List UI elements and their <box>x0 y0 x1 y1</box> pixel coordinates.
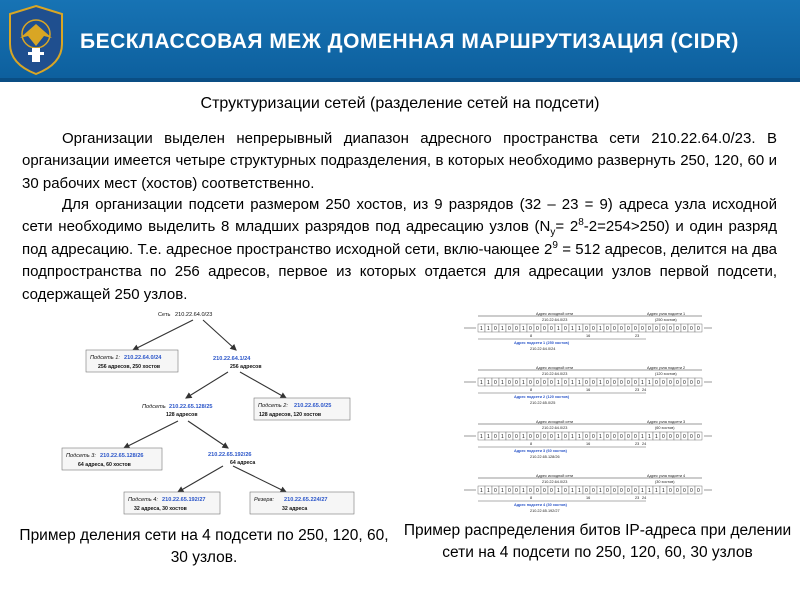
bit-value: 0 <box>585 380 588 386</box>
bit-value: 0 <box>564 326 567 332</box>
bit-value: 0 <box>536 488 539 494</box>
bit-value: 0 <box>592 380 595 386</box>
bit-value: 0 <box>662 380 665 386</box>
bit-diagram-3 <box>464 420 712 459</box>
bit-value: 0 <box>543 326 546 332</box>
bit-value: 1 <box>557 488 560 494</box>
bit-value: 0 <box>606 434 609 440</box>
bit-value: 1 <box>578 380 581 386</box>
bit-value: 0 <box>529 434 532 440</box>
subnet-branch2-label: Подсеть <box>142 404 166 410</box>
bit-value: 0 <box>508 488 511 494</box>
bit-value: 0 <box>536 380 539 386</box>
net-value: 210.22.64.0/23 <box>542 372 568 376</box>
tree-node-subnet1 <box>86 350 178 372</box>
bit-value: 0 <box>648 326 651 332</box>
bit-value: 1 <box>522 326 525 332</box>
header-bar <box>0 0 800 82</box>
caption-left: Пример деления сети на 4 подсети по 250, 120, 60, 30 узлов. <box>19 527 389 566</box>
branch3-detail: 64 адреса <box>230 460 256 466</box>
bit-tick: 8 <box>530 388 533 392</box>
subnet-tree-diagram <box>58 306 358 516</box>
bit-value: 1 <box>522 434 525 440</box>
bit-value: 0 <box>585 488 588 494</box>
bit-value: 0 <box>592 488 595 494</box>
bit-value: 1 <box>571 434 574 440</box>
tree-node-subnet2 <box>254 398 350 420</box>
bit-value: 0 <box>564 380 567 386</box>
bit-value: 1 <box>578 434 581 440</box>
bit-value: 0 <box>683 434 686 440</box>
para2-part-c: -2=254>250) и один разряд под адресацию. Т.е. адресное пространство исходной сети, вклю-чающее 2 <box>22 218 777 258</box>
bit-value: 0 <box>641 326 644 332</box>
bit-value: 0 <box>585 326 588 332</box>
branch1-detail: 256 адресов <box>230 364 262 370</box>
bit-value: 0 <box>592 434 595 440</box>
bit-tick: 24 <box>642 442 647 446</box>
bit-value: 0 <box>543 434 546 440</box>
bit-value: 0 <box>634 434 637 440</box>
bit-value: 0 <box>529 488 532 494</box>
subnet-title: Адрес подсети 1 (250 хостов) <box>514 341 569 345</box>
bit-value: 0 <box>676 326 679 332</box>
bit-value: 0 <box>606 488 609 494</box>
bit-tick: 23 <box>635 388 640 392</box>
bit-value: 0 <box>585 434 588 440</box>
net-title: Адрес исходной сети <box>536 474 574 478</box>
bit-value: 0 <box>550 326 553 332</box>
bit-value: 0 <box>613 434 616 440</box>
bit-value: 1 <box>557 380 560 386</box>
bit-value: 0 <box>515 488 518 494</box>
bit-value: 0 <box>683 326 686 332</box>
bit-value: 0 <box>606 326 609 332</box>
bit-value: 1 <box>599 434 602 440</box>
bit-value: 1 <box>522 488 525 494</box>
bit-value: 0 <box>662 326 665 332</box>
bit-value: 0 <box>697 488 700 494</box>
para2-sub: у <box>550 227 556 239</box>
bit-value: 1 <box>487 326 490 332</box>
bit-value: 0 <box>564 434 567 440</box>
bit-value: 0 <box>494 326 497 332</box>
bit-value: 0 <box>669 326 672 332</box>
header-divider <box>0 78 800 82</box>
bit-value: 0 <box>529 326 532 332</box>
subnet-branch2-detail: 128 адресов <box>166 412 198 418</box>
bit-value: 0 <box>676 380 679 386</box>
subnet1-label: Подсеть 1: <box>90 355 120 361</box>
para2-part-b: = 2 <box>555 218 579 236</box>
bit-value: 0 <box>683 488 686 494</box>
subnet2-addr: 210.22.65.0/25 <box>294 403 332 409</box>
bit-value: 0 <box>634 326 637 332</box>
tree-node-reserve <box>250 492 354 514</box>
reserve-addr: 210.22.65.224/27 <box>284 497 328 503</box>
bit-value: 1 <box>648 434 651 440</box>
bit-value: 1 <box>641 434 644 440</box>
tree-root-addr: 210.22.64.0/23 <box>175 312 213 318</box>
net-title: Адрес исходной сети <box>536 312 574 316</box>
bit-value: 0 <box>655 380 658 386</box>
bit-value: 0 <box>697 326 700 332</box>
bit-value: 0 <box>627 488 630 494</box>
subnet2-detail: 128 адресов, 120 хостов <box>259 412 322 418</box>
bit-tick: 24 <box>642 496 647 500</box>
subnet-title: Адрес подсети 3 (60 хостов) <box>514 449 567 453</box>
bit-value: 0 <box>550 380 553 386</box>
subnet-address: 210.22.65.0/25 <box>530 401 556 405</box>
para2-part-d: = 512 адресов, делится на два подпространства по 256 адресов, первое из которых отдается для адресации узлов первой подсети, содержащей 250 узлов. <box>22 240 777 303</box>
bit-value: 1 <box>571 488 574 494</box>
bit-value: 0 <box>550 434 553 440</box>
subnet1-detail: 256 адресов, 250 хостов <box>98 364 161 370</box>
bit-value: 1 <box>480 488 483 494</box>
bit-value: 0 <box>697 434 700 440</box>
para2-sup2: 9 <box>552 239 558 251</box>
bit-value: 1 <box>487 488 490 494</box>
bit-value: 0 <box>508 434 511 440</box>
bit-value: 1 <box>501 380 504 386</box>
bit-value: 0 <box>683 380 686 386</box>
node-label: Адрес узла подсети 2 <box>647 366 686 370</box>
bit-value: 0 <box>676 488 679 494</box>
bit-value: 1 <box>599 380 602 386</box>
paragraph-intro: Организации выделен непрерывный диапазон адресного пространства сети 210.22.64.0/23. В организации имеется четыре структурных подразделения, в которых необходимо развернуть 250, 120, 60 и 30 рабочих мест (хостов) соответственно. <box>22 130 777 192</box>
bit-allocation-diagram <box>462 306 742 516</box>
net-value: 210.22.64.0/23 <box>542 426 568 430</box>
bit-value: 0 <box>620 434 623 440</box>
bit-value: 0 <box>543 380 546 386</box>
bit-value: 0 <box>690 326 693 332</box>
node-label: Адрес узла подсети 4 <box>647 474 686 478</box>
bit-value: 1 <box>522 380 525 386</box>
bit-value: 0 <box>508 326 511 332</box>
bit-diagram-1 <box>464 312 712 351</box>
bit-value: 0 <box>627 434 630 440</box>
bit-value: 0 <box>515 380 518 386</box>
subnet-title: Адрес подсети 2 (120 хостов) <box>514 395 569 399</box>
bit-value: 1 <box>501 326 504 332</box>
page-title: БЕСКЛАССОВАЯ МЕЖ ДОМЕННАЯ МАРШРУТИЗАЦИЯ (CIDR) <box>80 30 739 53</box>
subnet-address: 210.22.65.128/26 <box>530 455 560 459</box>
bit-value: 0 <box>634 380 637 386</box>
node-label: Адрес узла подсети 3 <box>647 420 686 424</box>
bit-value: 0 <box>669 488 672 494</box>
node-hosts: (60 хостов) <box>655 426 675 430</box>
bit-value: 1 <box>599 488 602 494</box>
net-title: Адрес исходной сети <box>536 366 574 370</box>
section-subtitle: Структуризации сетей (разделение сетей на подсети) <box>200 95 600 112</box>
bit-value: 0 <box>543 488 546 494</box>
bit-value: 0 <box>529 380 532 386</box>
bit-value: 0 <box>620 488 623 494</box>
bit-tick: 8 <box>530 496 533 500</box>
bit-value: 1 <box>480 326 483 332</box>
subnet3-addr: 210.22.65.128/26 <box>100 453 144 459</box>
bit-tick: 8 <box>530 334 533 338</box>
bit-value: 0 <box>697 380 700 386</box>
bit-value: 0 <box>669 380 672 386</box>
bit-value: 0 <box>620 380 623 386</box>
bit-value: 0 <box>627 326 630 332</box>
bit-value: 0 <box>690 488 693 494</box>
bit-value: 0 <box>620 326 623 332</box>
bit-value: 0 <box>564 488 567 494</box>
bit-value: 1 <box>487 434 490 440</box>
bit-tick: 23 <box>635 496 640 500</box>
reserve-detail: 32 адреса <box>282 506 308 512</box>
bit-value: 1 <box>641 488 644 494</box>
bit-tick: 16 <box>586 496 591 500</box>
bit-value: 0 <box>613 380 616 386</box>
bit-value: 1 <box>487 380 490 386</box>
net-title: Адрес исходной сети <box>536 420 574 424</box>
bit-value: 0 <box>627 380 630 386</box>
bit-value: 0 <box>613 488 616 494</box>
bit-value: 0 <box>494 434 497 440</box>
bit-tick: 23 <box>635 442 640 446</box>
subnet-address: 210.22.64.0/24 <box>530 347 556 351</box>
bit-value: 0 <box>494 380 497 386</box>
bit-value: 1 <box>648 380 651 386</box>
bit-value: 1 <box>641 380 644 386</box>
bit-tick: 16 <box>586 442 591 446</box>
node-hosts: (250 хостов) <box>655 318 677 322</box>
node-hosts: (120 хостов) <box>655 372 677 376</box>
bit-tick: 24 <box>642 388 647 392</box>
caption-right: Пример распределения битов IP-адреса при делении сети на 4 подсети по 250, 120, 60, 30 узлов <box>403 522 792 561</box>
bit-value: 0 <box>536 326 539 332</box>
paragraph-explanation <box>22 194 777 306</box>
net-value: 210.22.64.0/23 <box>542 480 568 484</box>
bit-tick: 16 <box>586 334 591 338</box>
bit-value: 1 <box>578 326 581 332</box>
node-label: Адрес узла подсети 1 <box>647 312 686 316</box>
subnet-address: 210.22.65.192/27 <box>530 509 560 513</box>
subnet4-detail: 32 адреса, 30 хостов <box>134 506 187 512</box>
bit-value: 1 <box>571 326 574 332</box>
net-value: 210.22.64.0/23 <box>542 318 568 322</box>
tree-root-label: Сеть <box>158 312 171 318</box>
bit-value: 1 <box>655 488 658 494</box>
bit-tick: 16 <box>586 388 591 392</box>
bit-value: 1 <box>557 434 560 440</box>
subnet2-label: Подсеть 2: <box>258 403 288 409</box>
bit-value: 0 <box>613 326 616 332</box>
bit-value: 0 <box>634 488 637 494</box>
bit-value: 1 <box>480 380 483 386</box>
bit-value: 0 <box>690 434 693 440</box>
bit-value: 0 <box>676 434 679 440</box>
bit-value: 0 <box>515 326 518 332</box>
bit-value: 0 <box>669 434 672 440</box>
tree-node-subnet4 <box>124 492 220 514</box>
subnet-branch2-addr: 210.22.65.128/25 <box>169 404 213 410</box>
tree-node-subnet3 <box>62 448 162 470</box>
bit-value: 0 <box>508 380 511 386</box>
bit-value: 1 <box>480 434 483 440</box>
reserve-label: Резерв: <box>254 497 274 503</box>
bit-tick: 23 <box>635 334 640 338</box>
bit-value: 1 <box>599 326 602 332</box>
node-hosts: (30 хостов) <box>655 480 675 484</box>
bit-value: 1 <box>648 488 651 494</box>
subnet3-detail: 64 адреса, 60 хостов <box>78 462 131 468</box>
bit-value: 1 <box>662 488 665 494</box>
bit-tick: 8 <box>530 442 533 446</box>
subnet1-addr: 210.22.64.0/24 <box>124 355 162 361</box>
bit-value: 1 <box>571 380 574 386</box>
bit-diagram-2 <box>464 366 712 405</box>
bit-value: 0 <box>550 488 553 494</box>
subnet3-label: Подсеть 3: <box>66 453 96 459</box>
branch3-addr: 210.22.65.192/26 <box>208 452 252 458</box>
subnet4-label: Подсеть 4: <box>128 497 158 503</box>
bit-value: 0 <box>592 326 595 332</box>
bit-value: 1 <box>578 488 581 494</box>
bit-value: 0 <box>494 488 497 494</box>
para2-part-a: Для организации подсети размером 250 хостов, из 9 разрядов (32 – 23 = 9) адреса узла исходной сети необходимо выделить 8 младших разрядов под адресацию узлов (N <box>22 196 777 236</box>
bit-diagram-4 <box>464 474 712 513</box>
emblem-icon <box>6 4 66 76</box>
bit-value: 1 <box>501 434 504 440</box>
subnet4-addr: 210.22.65.192/27 <box>162 497 206 503</box>
bit-value: 1 <box>655 434 658 440</box>
para2-sup1: 8 <box>578 217 584 229</box>
bit-value: 1 <box>501 488 504 494</box>
bit-value: 0 <box>690 380 693 386</box>
subnet-title: Адрес подсети 4 (30 хостов) <box>514 503 567 507</box>
branch1-addr: 210.22.64.1/24 <box>213 356 251 362</box>
bit-value: 0 <box>536 434 539 440</box>
bit-value: 0 <box>655 326 658 332</box>
bit-value: 0 <box>662 434 665 440</box>
bit-value: 1 <box>557 326 560 332</box>
bit-value: 0 <box>515 434 518 440</box>
bit-value: 0 <box>606 380 609 386</box>
